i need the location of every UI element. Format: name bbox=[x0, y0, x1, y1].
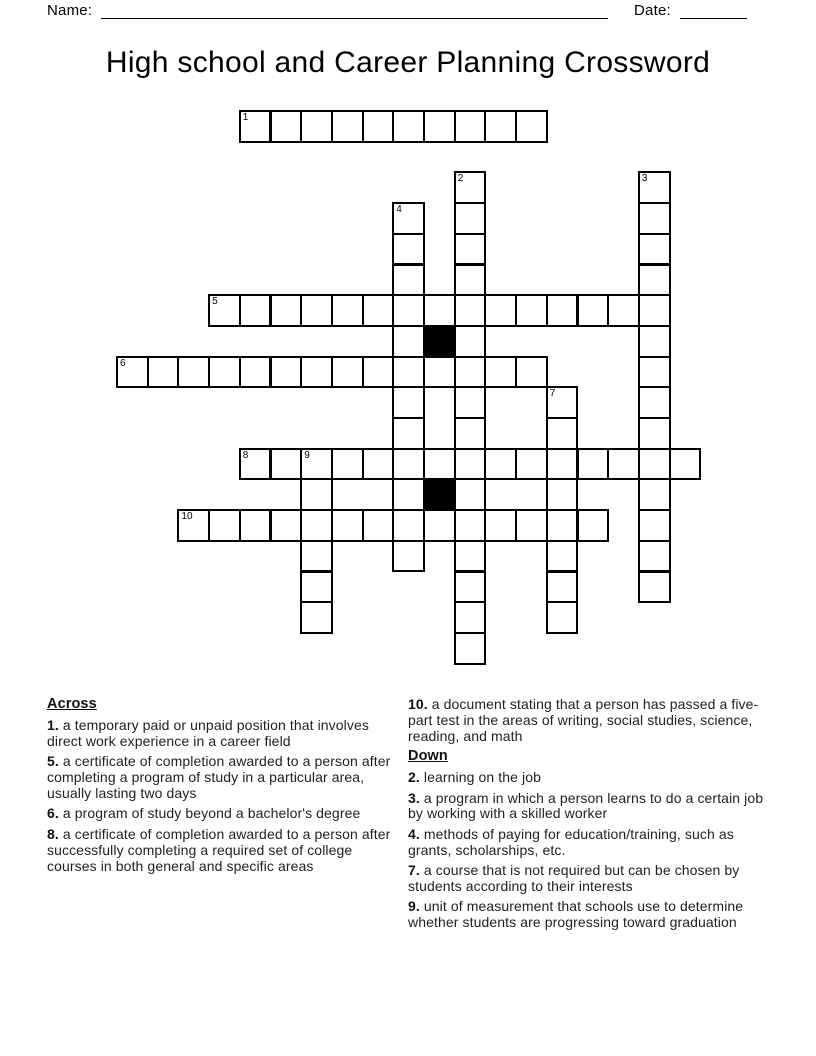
grid-cell-r8c10 bbox=[423, 356, 456, 389]
date-label: Date: bbox=[634, 2, 671, 19]
grid-cell-r15c17 bbox=[638, 571, 671, 604]
clue-1: 1. a temporary paid or unpaid position that involves direct work experience in a career field bbox=[47, 716, 369, 749]
grid-cell-r12c11 bbox=[454, 478, 487, 511]
grid-cell-r17c11 bbox=[454, 632, 487, 665]
clue-7: 7. a course that is not required but can be chosen by students according to their interests bbox=[408, 862, 740, 895]
grid-cell-r8c7 bbox=[331, 356, 364, 389]
grid-cell-r3c9 bbox=[392, 202, 425, 235]
grid-cell-r0c5 bbox=[270, 110, 303, 143]
grid-cell-r16c14 bbox=[546, 601, 579, 634]
clues-right-column bbox=[408, 697, 764, 936]
grid-cell-r3c11 bbox=[454, 202, 487, 235]
clue-6: 6. a program of study beyond a bachelor's degree bbox=[47, 805, 361, 822]
grid-cell-r0c10 bbox=[423, 110, 456, 143]
grid-cell-r6c9 bbox=[392, 294, 425, 327]
name-label: Name: bbox=[47, 2, 93, 19]
cell-number-10: 10 bbox=[181, 511, 193, 523]
grid-cell-r11c18 bbox=[669, 448, 702, 481]
grid-cell-r11c9 bbox=[392, 448, 425, 481]
grid-cell-r14c6 bbox=[300, 540, 333, 573]
grid-cell-r8c1 bbox=[147, 356, 180, 389]
grid-cell-r6c12 bbox=[484, 294, 517, 327]
grid-cell-r13c13 bbox=[515, 509, 548, 542]
grid-cell-r13c5 bbox=[270, 509, 303, 542]
grid-cell-r13c2 bbox=[177, 509, 210, 542]
clue-8: 8. a certificate of completion awarded to a person after successfully completing a required set of college courses in both general and specific areas bbox=[47, 825, 391, 874]
grid-cell-r6c4 bbox=[239, 294, 272, 327]
cell-number-7: 7 bbox=[549, 388, 556, 400]
grid-cell-r11c10 bbox=[423, 448, 456, 481]
grid-cell-r5c9 bbox=[392, 264, 425, 297]
grid-cell-r13c12 bbox=[484, 509, 517, 542]
grid-cell-r8c8 bbox=[362, 356, 395, 389]
grid-cell-r8c12 bbox=[484, 356, 517, 389]
clue-9: 9. unit of measurement that schools use to determine whether students are progressing toward graduation bbox=[408, 898, 744, 931]
grid-cell-r9c9 bbox=[392, 386, 425, 419]
grid-cell-r8c13 bbox=[515, 356, 548, 389]
grid-cell-r6c6 bbox=[300, 294, 333, 327]
grid-cell-r8c4 bbox=[239, 356, 272, 389]
grid-cell-r0c8 bbox=[362, 110, 395, 143]
grid-cell-r13c8 bbox=[362, 509, 395, 542]
grid-cell-r15c6 bbox=[300, 571, 333, 604]
grid-cell-r4c17 bbox=[638, 233, 671, 266]
grid-cell-r13c11 bbox=[454, 509, 487, 542]
grid-cell-r11c6 bbox=[300, 448, 333, 481]
grid-cell-r4c11 bbox=[454, 233, 487, 266]
clue-heading-across: Across bbox=[47, 696, 97, 712]
grid-cell-r10c9 bbox=[392, 417, 425, 450]
name-blank-line bbox=[101, 2, 608, 19]
clue-number-3: 3. bbox=[408, 789, 420, 806]
grid-cell-r11c15 bbox=[577, 448, 610, 481]
grid-cell-r11c5 bbox=[270, 448, 303, 481]
grid-cell-r12c17 bbox=[638, 478, 671, 511]
grid-cell-r0c9 bbox=[392, 110, 425, 143]
grid-cell-r6c17 bbox=[638, 294, 671, 327]
grid-cell-r0c13 bbox=[515, 110, 548, 143]
black-cell bbox=[423, 325, 456, 358]
clue-number-9: 9. bbox=[408, 898, 420, 915]
cell-number-8: 8 bbox=[242, 449, 249, 461]
clue-3: 3. a program in which a person learns to do a certain job by working with a skilled worker bbox=[408, 789, 764, 822]
cell-number-9: 9 bbox=[304, 449, 310, 461]
grid-cell-r7c9 bbox=[392, 325, 425, 358]
grid-cell-r7c17 bbox=[638, 325, 671, 358]
grid-cell-r13c14 bbox=[546, 509, 579, 542]
grid-cell-r10c17 bbox=[638, 417, 671, 450]
black-cell bbox=[423, 478, 456, 511]
grid-cell-r2c17 bbox=[638, 171, 671, 204]
clue-2: 2. learning on the job bbox=[408, 769, 541, 786]
grid-cell-r14c11 bbox=[454, 540, 487, 573]
grid-cell-r6c14 bbox=[546, 294, 579, 327]
grid-cell-r3c17 bbox=[638, 202, 671, 235]
grid-cell-r11c17 bbox=[638, 448, 671, 481]
grid-cell-r2c11 bbox=[454, 171, 487, 204]
grid-cell-r5c11 bbox=[454, 264, 487, 297]
clue-number-2: 2. bbox=[408, 769, 420, 786]
clue-number-8: 8. bbox=[47, 825, 59, 842]
grid-cell-r10c11 bbox=[454, 417, 487, 450]
grid-cell-r8c3 bbox=[208, 356, 241, 389]
clue-number-10: 10. bbox=[408, 696, 428, 712]
cell-number-5: 5 bbox=[212, 296, 218, 308]
grid-cell-r11c8 bbox=[362, 448, 395, 481]
grid-cell-r0c6 bbox=[300, 110, 333, 143]
page-title: High school and Career Planning Crossword bbox=[105, 46, 711, 79]
grid-cell-r12c6 bbox=[300, 478, 333, 511]
grid-cell-r6c5 bbox=[270, 294, 303, 327]
clue-4: 4. methods of paying for education/training, such as grants, scholarships, etc. bbox=[408, 825, 734, 858]
grid-cell-r5c17 bbox=[638, 264, 671, 297]
grid-cell-r8c2 bbox=[177, 356, 210, 389]
clue-number-7: 7. bbox=[408, 862, 420, 879]
date-blank-line bbox=[680, 2, 747, 19]
grid-cell-r11c14 bbox=[546, 448, 579, 481]
grid-cell-r14c14 bbox=[546, 540, 579, 573]
cell-number-1: 1 bbox=[242, 112, 249, 123]
grid-cell-r6c16 bbox=[607, 294, 640, 327]
grid-cell-r11c4 bbox=[239, 448, 272, 481]
grid-cell-r6c3 bbox=[208, 294, 241, 327]
grid-cell-r10c14 bbox=[546, 417, 579, 450]
clue-10: 10. a document stating that a person has passed a five-part test in the areas of writing, social studies, science, reading, and math bbox=[408, 696, 759, 744]
cell-number-4: 4 bbox=[396, 204, 402, 216]
grid-cell-r4c9 bbox=[392, 233, 425, 266]
crossword-grid bbox=[116, 110, 701, 665]
grid-cell-r8c0 bbox=[116, 356, 149, 389]
grid-cell-r0c11 bbox=[454, 110, 487, 143]
grid-cell-r13c3 bbox=[208, 509, 241, 542]
grid-cell-r8c6 bbox=[300, 356, 333, 389]
grid-cell-r14c9 bbox=[392, 540, 425, 573]
grid-cell-r6c8 bbox=[362, 294, 395, 327]
grid-cell-r0c4 bbox=[239, 110, 272, 143]
grid-cell-r15c11 bbox=[454, 571, 487, 604]
clue-number-6: 6. bbox=[47, 805, 59, 822]
clue-number-5: 5. bbox=[47, 753, 59, 770]
clue-number-1: 1. bbox=[47, 716, 59, 733]
grid-cell-r11c16 bbox=[607, 448, 640, 481]
grid-cell-r0c12 bbox=[484, 110, 517, 143]
grid-cell-r8c9 bbox=[392, 356, 425, 389]
grid-cell-r6c15 bbox=[577, 294, 610, 327]
cell-number-2: 2 bbox=[457, 173, 464, 185]
grid-cell-r0c7 bbox=[331, 110, 364, 143]
grid-cell-r8c17 bbox=[638, 356, 671, 389]
grid-cell-r11c13 bbox=[515, 448, 548, 481]
grid-cell-r13c10 bbox=[423, 509, 456, 542]
grid-cell-r11c7 bbox=[331, 448, 364, 481]
grid-cell-r16c6 bbox=[300, 601, 333, 634]
grid-cell-r13c4 bbox=[239, 509, 272, 542]
grid-cell-r16c11 bbox=[454, 601, 487, 634]
clue-heading-down: Down bbox=[408, 748, 448, 765]
grid-cell-r9c14 bbox=[546, 386, 579, 419]
grid-cell-r9c11 bbox=[454, 386, 487, 419]
grid-cell-r13c9 bbox=[392, 509, 425, 542]
grid-cell-r13c7 bbox=[331, 509, 364, 542]
grid-cell-r9c17 bbox=[638, 386, 671, 419]
grid-cell-r7c11 bbox=[454, 325, 487, 358]
grid-cell-r6c11 bbox=[454, 294, 487, 327]
clue-5: 5. a certificate of completion awarded to a person after completing a program of study in a particular area, usually lasting two days bbox=[47, 753, 391, 802]
grid-cell-r6c10 bbox=[423, 294, 456, 327]
grid-cell-r8c11 bbox=[454, 356, 487, 389]
grid-cell-r13c6 bbox=[300, 509, 333, 542]
grid-cell-r11c11 bbox=[454, 448, 487, 481]
grid-cell-r6c13 bbox=[515, 294, 548, 327]
cell-number-6: 6 bbox=[120, 357, 126, 369]
grid-cell-r14c17 bbox=[638, 540, 671, 573]
grid-cell-r12c9 bbox=[392, 478, 425, 511]
grid-cell-r12c14 bbox=[546, 478, 579, 511]
grid-cell-r15c14 bbox=[546, 571, 579, 604]
cell-number-3: 3 bbox=[641, 173, 648, 185]
grid-cell-r13c15 bbox=[577, 509, 610, 542]
grid-cell-r11c12 bbox=[484, 448, 517, 481]
clues-left-column bbox=[47, 697, 399, 879]
grid-cell-r6c7 bbox=[331, 294, 364, 327]
clue-number-4: 4. bbox=[408, 825, 420, 842]
grid-cell-r13c17 bbox=[638, 509, 671, 542]
grid-cell-r8c5 bbox=[270, 356, 303, 389]
